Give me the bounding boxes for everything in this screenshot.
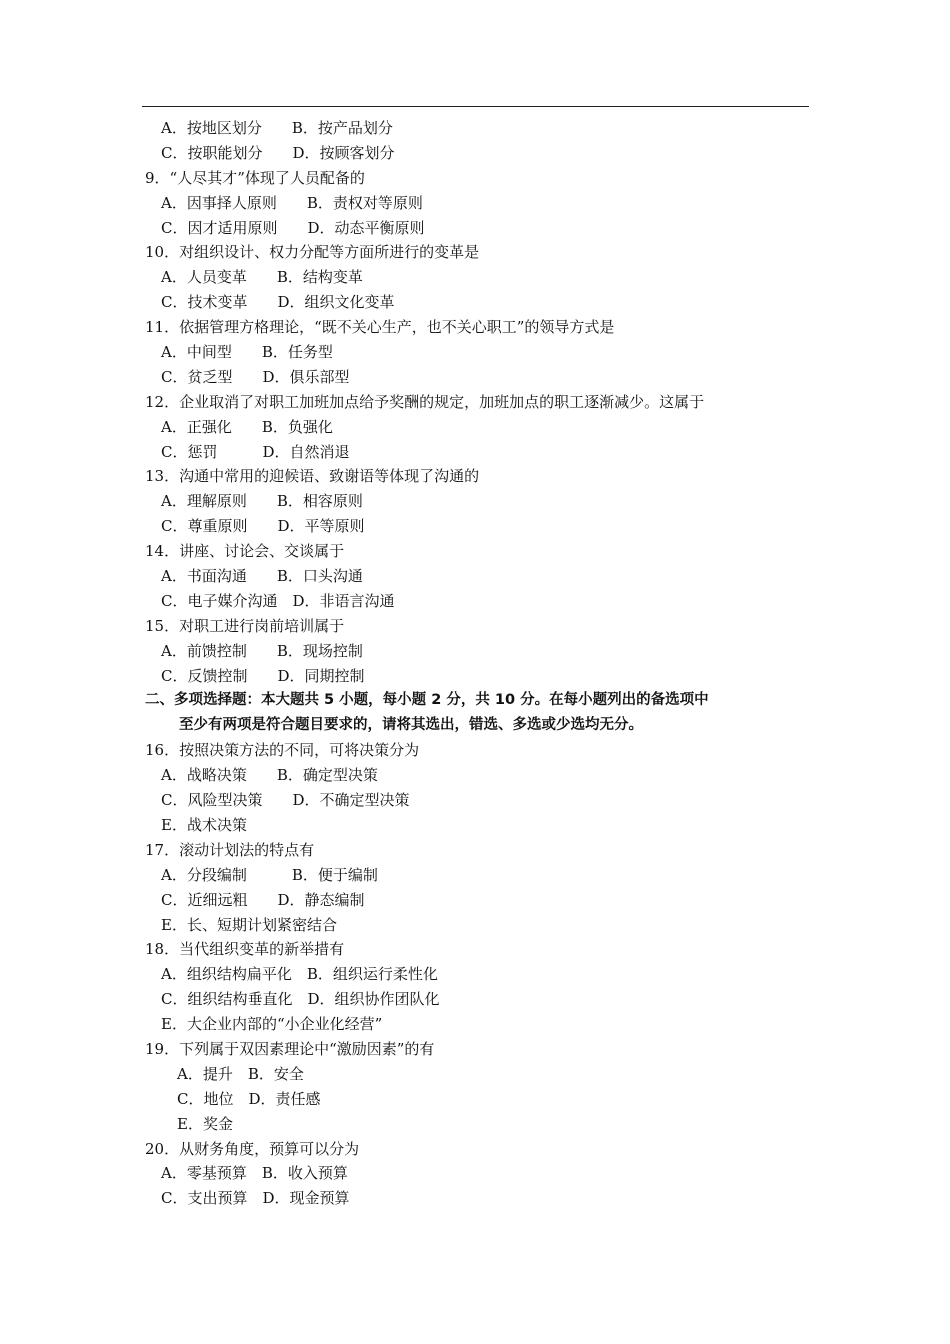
- q13-stem: 13．沟通中常用的迎候语、致谢语等体现了沟通的: [145, 467, 480, 486]
- q18-option-line-3: E．大企业内部的“小企业化经营”: [161, 1015, 383, 1034]
- q10-option-line-2: C．技术变革 D．组织文化变革: [161, 293, 395, 312]
- q11-option-line-1: A．中间型 B．任务型: [161, 343, 333, 362]
- q20-stem: 20．从财务角度，预算可以分为: [145, 1139, 360, 1158]
- q17-option-line-2: C．近细远粗 D．静态编制: [161, 890, 365, 909]
- q8-option-line-2: C．按职能划分 D．按顾客划分: [161, 143, 395, 162]
- q18-stem: 18．当代组织变革的新举措有: [145, 940, 345, 959]
- q16-option-line-3: E．战术决策: [161, 815, 247, 834]
- q19-option-line-1: A．提升 B．安全: [177, 1064, 304, 1083]
- q13-option-line-2: C．尊重原则 D．平等原则: [161, 517, 365, 536]
- q12-stem: 12．企业取消了对职工加班加点给予奖酬的规定，加班加点的职工逐渐减少。这属于: [145, 392, 705, 411]
- q8-option-line-1: A．按地区划分 B．按产品划分: [161, 119, 393, 137]
- q18-option-line-2: C．组织结构垂直化 D．组织协作团队化: [161, 990, 440, 1009]
- q19-option-line-3: E．奖金: [177, 1114, 233, 1133]
- q17-option-line-1: A．分段编制 B．便于编制: [161, 865, 378, 884]
- q15-stem: 15．对职工进行岗前培训属于: [145, 616, 345, 635]
- exam-page: [145, 116, 805, 1211]
- q11-option-line-2: C．贫乏型 D．俱乐部型: [161, 367, 350, 386]
- q15-option-line-1: A．前馈控制 B．现场控制: [161, 641, 363, 660]
- q10-option-line-1: A．人员变革 B．结构变革: [161, 268, 363, 287]
- q14-option-line-1: A．书面沟通 B．口头沟通: [161, 567, 363, 586]
- q15-option-line-2: C．反馈控制 D．同期控制: [161, 666, 365, 685]
- q11-stem: 11．依据管理方格理论，“既不关心生产，也不关心职工”的领导方式是: [145, 318, 615, 337]
- q13-option-line-1: A．理解原则 B．相容原则: [161, 492, 363, 511]
- section2-heading-line-2: 至少有两项是符合题目要求的，请将其选出，错选、多选或少选均无分。: [179, 717, 643, 734]
- header-rule: [142, 106, 809, 107]
- q20-option-line-1: A．零基预算 B．收入预算: [161, 1164, 348, 1183]
- q16-option-line-2: C．风险型决策 D．不确定型决策: [161, 791, 410, 810]
- q14-option-line-2: C．电子媒介沟通 D．非语言沟通: [161, 591, 395, 610]
- q16-stem: 16．按照决策方法的不同，可将决策分为: [145, 741, 420, 760]
- q10-stem: 10．对组织设计、权力分配等方面所进行的变革是: [145, 243, 480, 262]
- q20-option-line-2: C．支出预算 D．现金预算: [161, 1189, 350, 1208]
- q12-option-line-2: C．惩罚 D．自然消退: [161, 442, 350, 461]
- q9-option-line-2: C．因才适用原则 D．动态平衡原则: [161, 218, 425, 237]
- q14-stem: 14．讲座、讨论会、交谈属于: [145, 542, 345, 561]
- q18-option-line-1: A．组织结构扁平化 B．组织运行柔性化: [161, 965, 438, 984]
- section2-heading-line-1: 二、多项选择题：本大题共 5 小题，每小题 2 分，共 10 分。在每小题列出的备选项中: [145, 692, 709, 709]
- q16-option-line-1: A．战略决策 B．确定型决策: [161, 766, 378, 785]
- q19-stem: 19．下列属于双因素理论中“激励因素”的有: [145, 1039, 435, 1058]
- q12-option-line-1: A．正强化 B．负强化: [161, 417, 333, 436]
- q17-option-line-3: E．长、短期计划紧密结合: [161, 915, 337, 934]
- q19-option-line-2: C．地位 D．责任感: [177, 1089, 321, 1108]
- q9-option-line-1: A．因事择人原则 B．责权对等原则: [161, 193, 423, 212]
- q9-stem: 9．“人尽其才”体现了人员配备的: [145, 168, 365, 187]
- q17-stem: 17．滚动计划法的特点有: [145, 840, 315, 859]
